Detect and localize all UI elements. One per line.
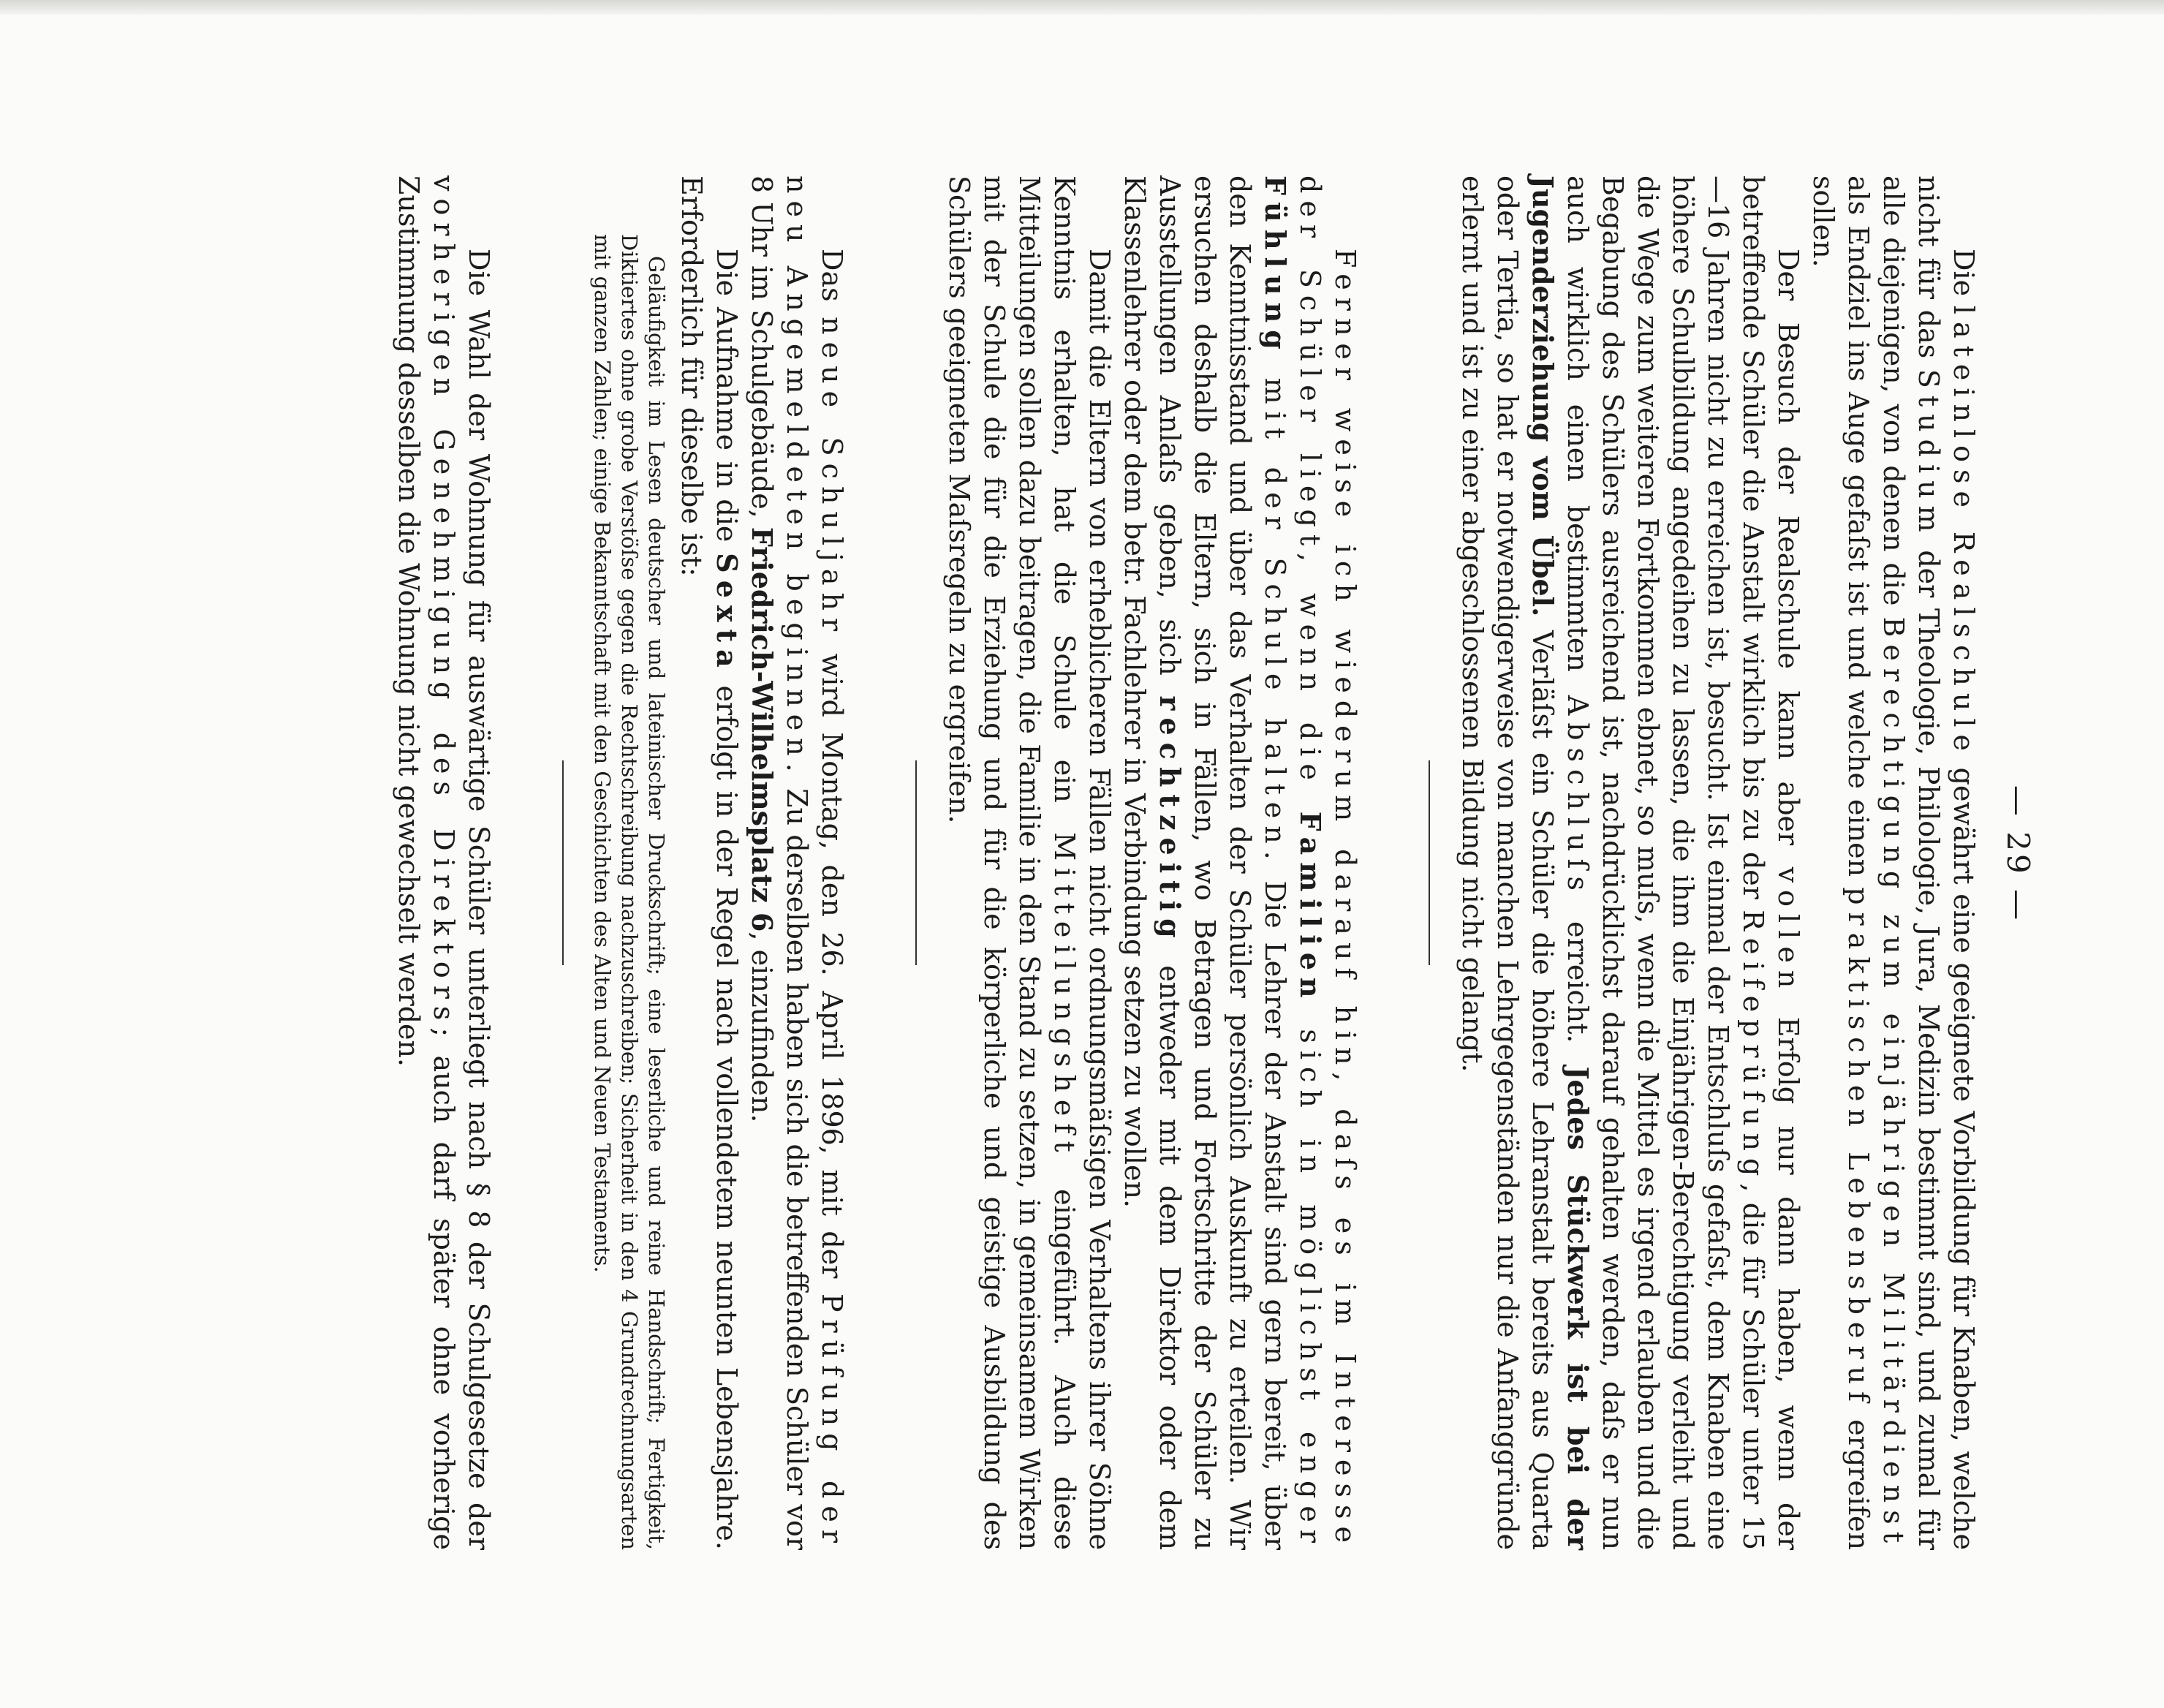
spaced-term-sexta: Sexta bbox=[711, 553, 744, 675]
text-run: ergreifen sollen. bbox=[1807, 175, 1874, 1551]
text-run: , die für Schüler unter 15—16 Jahren nicht zu erreichen ist, besucht. Ist einmal der Entschluſs gefaſst, dem Knaben eine höhere Schulbildung angedeihen zu lassen, die ihm die Einjährigen-Berechtigung verleiht und die Wege zum weiteren Fortkommen ebnet, so muſs, wenn die Mittel es irgend erlauben und die Begabung des Schülers ausreichend ist, nachdrücklichst darauf gehalten werden, daſs er nun auch wirklich einen bestimmten bbox=[1562, 175, 1769, 1550]
text-run: sich in möglichst enger bbox=[1294, 1005, 1326, 1550]
paragraph-mitteilungsheft bbox=[942, 175, 1117, 1550]
text-run: Das bbox=[816, 249, 848, 317]
text-run: erreicht. bbox=[1562, 898, 1594, 1067]
spaced-term-familien: Familien bbox=[1294, 811, 1327, 1005]
page-number: — 29 — bbox=[2000, 785, 2036, 923]
text-run: mit der Schule halten. bbox=[1259, 356, 1291, 867]
spaced-term-reifepruefung: Reifeprüfung bbox=[1737, 910, 1769, 1184]
text-run: wird Montag, den 26. April 1896, mit der bbox=[816, 638, 848, 1293]
text-run: Damit die Eltern von erheblicheren Fällen nicht ordnungsmäſsigen Verhaltens ihrer Söhne Kenntnis erhalten, hat die Schule ein bbox=[1048, 175, 1116, 1550]
section-family-contact bbox=[942, 175, 1363, 1550]
text-run: Zu derselben haben sich die betreffenden Schüler vor 8 Uhr im Schulgebäude, bbox=[746, 175, 813, 1550]
admission-requirements-note: Geläufigkeit im Lesen deutscher und lateinischer Druckschrift; eine leserliche und reine Handschrift; Fertigkeit, Diktiertes ohne grobe Verstöſse gegen die Rechtschreibung nachzuschreiben; Sicherheit in den 4 Grundrechnungsarten mit ganzen Zahlen; einige Bekanntschaft mit den Geschichten des Alten und Neuen Testaments. bbox=[590, 234, 669, 1550]
text-run: als Endziel ins Auge gefaſst ist und welche einen bbox=[1842, 175, 1874, 888]
paragraph-family-contact bbox=[1117, 175, 1363, 1550]
text-run: gewährt eine geeignete Vorbildung für Knaben, welche nicht für das bbox=[1913, 175, 1980, 1551]
section-housing bbox=[391, 175, 496, 1550]
spaced-term-berechtigung: Berechtigung zum einjährigen Militärdienst bbox=[1877, 616, 1910, 1550]
text-run: entweder mit dem Direktor oder dem Klassenlehrer oder dem betr. Fachlehrer in Verbindung setzen zu wollen. bbox=[1119, 175, 1186, 1550]
text-run: Verläſst ein Schüler die höhere Lehranstalt bereits aus Quarta oder Tertia, so hat er notwendigerweise von manchen Lehrgegenständen nur die Anfanggründe erlernt und ist zu einer abgeschlossenen Bildung nicht gelangt. bbox=[1456, 175, 1559, 1550]
spaced-term-rechtzeitig: rechtzeitig bbox=[1154, 695, 1187, 945]
section-divider bbox=[562, 760, 564, 965]
text-run: Erfolg nur dann haben, wenn der betreffende Schüler die Anstalt wirklich bis zu der bbox=[1737, 175, 1804, 1551]
paragraph-new-school-year bbox=[744, 175, 850, 1550]
spaced-term-mitteilungsheft: Mitteilungsheft bbox=[1048, 832, 1081, 1160]
spaced-term-schuljahr: neue Schuljahr bbox=[816, 317, 848, 639]
spaced-term-abschluss: Abschluſs bbox=[1562, 695, 1594, 899]
text-run: eingeführt. Auch diese Mitteilungen sollen dazu beitragen, die Familie in den Stand zu setzen, in gemeinsamem Wirken mit der Schule die für die Erziehung und für die körperliche und geistige Ausbildung des Schülers geeigneten Maſsregeln zu ergreifen. bbox=[943, 175, 1081, 1551]
section-realschule bbox=[1455, 175, 1981, 1550]
section-new-school-year bbox=[589, 175, 850, 1550]
bold-term-address: Friedrich-Wilhelmsplatz 6 bbox=[746, 526, 779, 932]
spaced-term-pruefung: Prüfung der neu Angemeldeten beginnen. bbox=[781, 175, 848, 1551]
text-run: Ferner weise ich wiederum darauf hin, daſs es im Interesse der Schüler liegt, wenn die bbox=[1294, 175, 1361, 1550]
section-divider bbox=[1429, 760, 1430, 965]
section-divider bbox=[915, 760, 917, 965]
paragraph-housing bbox=[391, 175, 496, 1550]
spaced-term-studium: Studium bbox=[1913, 369, 1945, 540]
text-run: Der Besuch der Realschule kann aber bbox=[1772, 249, 1804, 867]
text-run: Die bbox=[1948, 249, 1980, 306]
paragraph-realschule-purpose bbox=[1806, 175, 1981, 1550]
spaced-term-genehmigung: vorherigen Genehmigung des Direktors bbox=[428, 175, 460, 1028]
spaced-term-vollen: vollen bbox=[1772, 866, 1804, 996]
text-run: der Theologie, Philologie, Jura, Medizin bestimmt sind, und zumal für alle diejenigen, von denen die bbox=[1877, 175, 1945, 1550]
paragraph-sexta-admission bbox=[674, 175, 744, 1550]
paragraph-realschule-completion bbox=[1455, 175, 1806, 1550]
bold-statement-stueckwerk: Jedes Stückwerk ist bei der Jugenderziehung vom Übel. bbox=[1526, 175, 1594, 1551]
text-run: Die Lehrer der Anstalt sind gern bereit, über den Kenntnisstand und über das Verhalten der Schüler persönlich Auskunft zu erteilen. Wir ersuchen deshalb die Eltern, sich in Fällen, wo Betragen und Fortschritte der Schüler zu Ausstellungen Anlaſs geben, sich bbox=[1154, 175, 1291, 1551]
text-run: , einzufinden. bbox=[746, 932, 778, 1123]
page-body bbox=[391, 175, 1981, 1550]
spaced-term-fuehlung: Fühlung bbox=[1259, 175, 1292, 357]
spaced-term-lebensberuf: praktischen Lebensberuf bbox=[1842, 887, 1874, 1410]
text-run: erfolgt in der Regel nach vollendetem neunten Lebensjahre. Erforderlich für dieselbe ist: bbox=[676, 175, 743, 1550]
text-run: Die Wahl der Wohnung für auswärtige Schüler unterliegt nach § 8 der Schulgesetze der bbox=[463, 249, 495, 1550]
text-run: ; auch darf später ohne vorherige Zustimmung desselben die Wohnung nicht gewechselt werden. bbox=[393, 175, 460, 1550]
text-run: Die Aufnahme in die bbox=[711, 249, 743, 553]
spaced-term-realschule: lateinlose Realschule bbox=[1948, 305, 1980, 758]
